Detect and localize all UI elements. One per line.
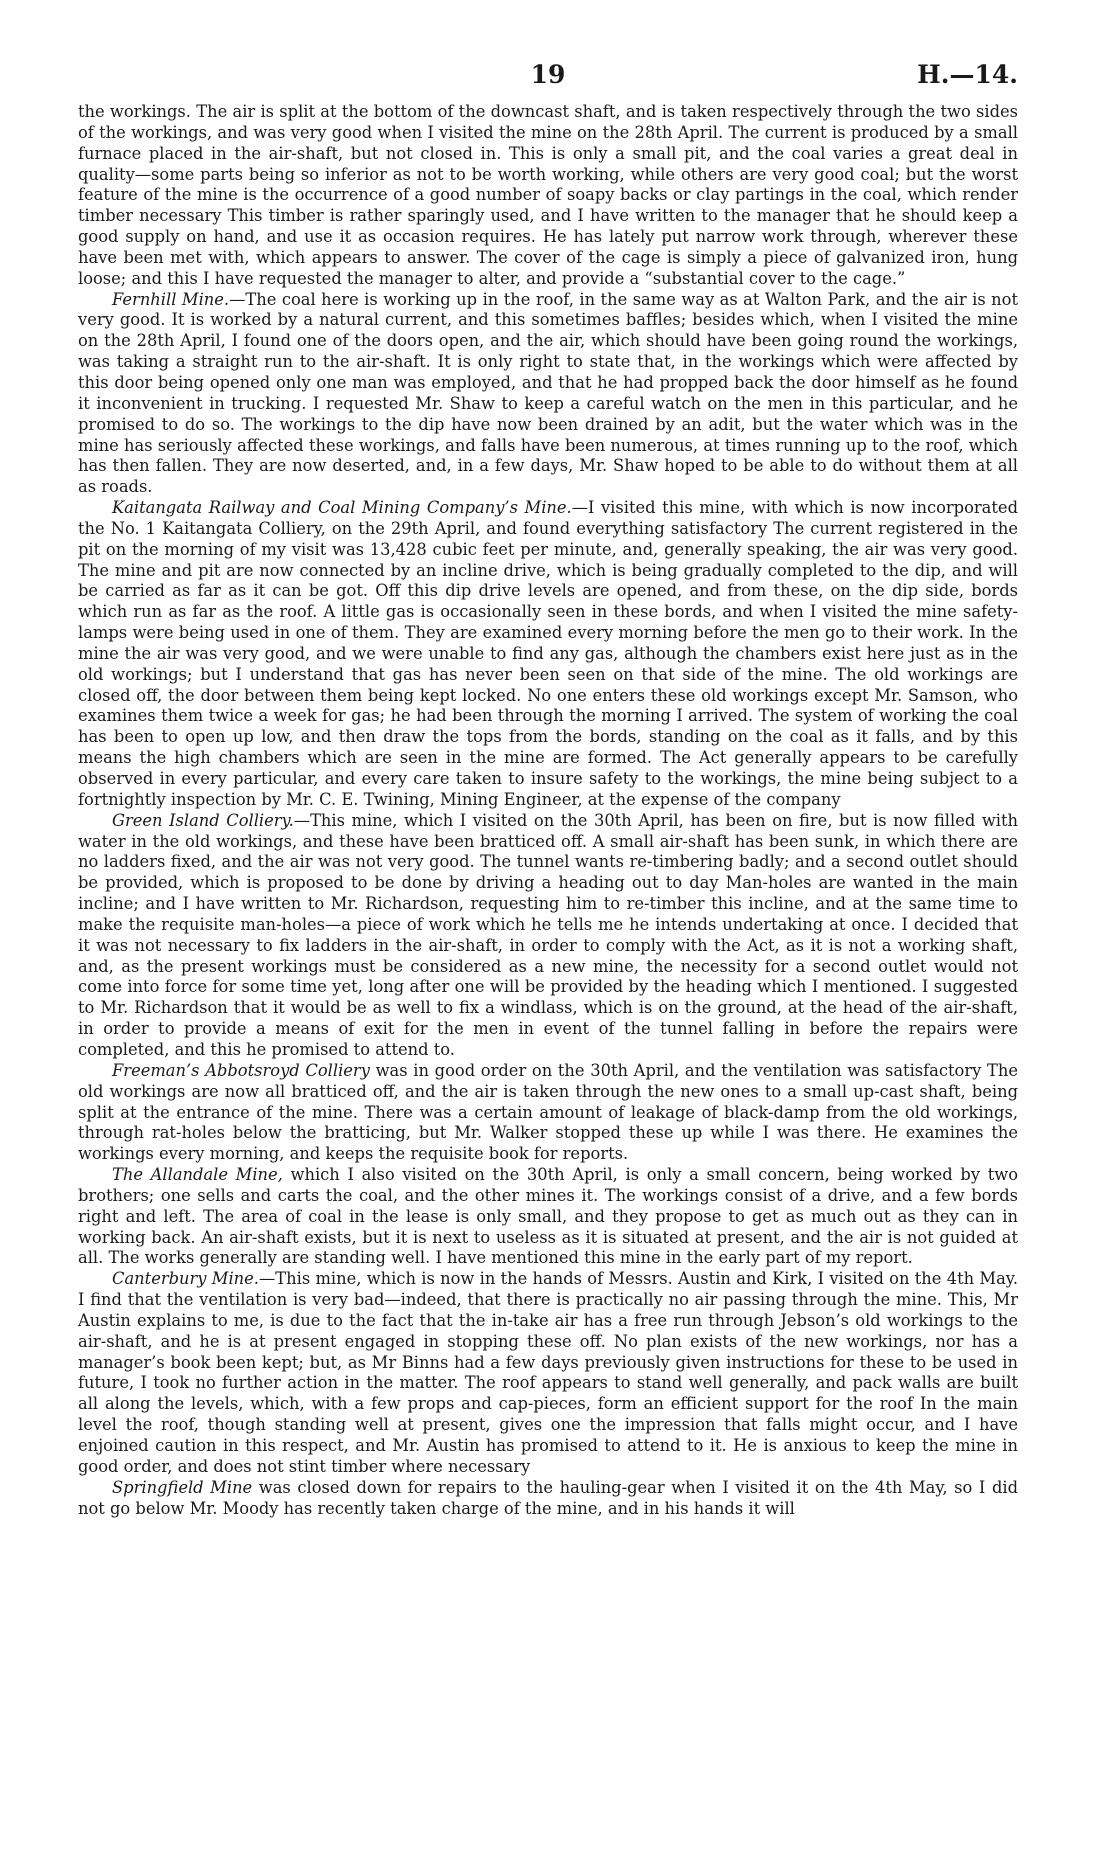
paragraph-lead: Green Island Colliery. [112,810,294,830]
paragraph-lead: Fernhill Mine. [112,289,230,309]
paragraph-springfield-mine [78,1478,1018,1520]
paragraph-lead: Freeman’s Abbotsroyd Colliery [112,1060,370,1080]
paragraph-lead: The Allandale Mine, [112,1165,283,1185]
paragraph-lead: Canterbury Mine. [112,1269,259,1289]
paragraph-text: —I visited this mine, with which is now incorporated the No. 1 Kaitangata Colliery, on the 29th April, and found everything satisfactory The current registered in the pit on the morning of my visit was 13,428 cubic feet per minute, and, generally speaking, the air was very good. The mine and pit are now connected by an incline drive, which is being gradually completed to the dip, and will be carried as far as it can be got. Off this dip drive levels are opened, and from these, on the dip side, bords which run as far as the roof. A little gas is occasionally seen in these bords, and when I visited the mine safety-lamps were being used in one of them. They are examined every morning before the men go to their work. In the mine the air was very good, and we were unable to find any gas, although the chambers exist here just as in the old workings; but I understand that gas has never been seen on that side of the mine. The old workings are closed off, the door between them being kept locked. No one enters these old workings except Mr. Samson, who examines them twice a week for gas; he had been through the morning I arrived. The system of working the coal has been to open up low, and then draw the tops from the bords, standing on the coal as it falls, and by this means the high chambers which are seen in the mine are formed. The Act generally appears to be carefully observed in every particular, and every care taken to insure safety to the workings, the mine being subject to a fortnightly inspection by Mr. C. E. Twining, Mining Engineer, at the expense of the company [78,498,1018,809]
paragraph-allandale-mine [78,1165,1018,1269]
paragraph-lead: Springfield Mine [112,1477,253,1497]
page-number: 19 [530,60,566,89]
paragraph-lead: Kaitangata Railway and Coal Mining Company’s Mine. [112,498,572,518]
paragraph-canterbury-mine [78,1269,1018,1477]
paragraph-text: which I also visited on the 30th April, is only a small concern, being worked by two brothers; one sells and carts the coal, and the other mines it. The workings consist of a drive, and a few bords right and left. The area of coal in the lease is only small, and they propose to get as much out as they can in working back. An air-shaft exists, but it is next to useless as it is situated at present, and the air is not guided at all. The works generally are standing well. I have mentioned this mine in the early part of my report. [78,1165,1018,1268]
paragraph-text: —This mine, which is now in the hands of Messrs. Austin and Kirk, I visited on the 4th May. I find that the ventilation is very bad—indeed, that there is practically no air passing through the mine. This, Mr Austin explains to me, is due to the fact that the in-take air has a free run through Jebson’s old workings to the air-shaft, and he is at present engaged in stopping these off. No plan exists of the new workings, nor has a manager’s book been kept; but, as Mr Binns had a few days previously given instructions for these to be used in future, I took no further action in the matter. The roof appears to stand well generally, and pack walls are built all along the levels, which, with a few props and cap-pieces, form an efficient support for the roof In the main level the roof, though standing well at present, gives one the impression that falls might occur, and I have enjoined caution in this respect, and Mr. Austin has promised to attend to it. He is anxious to keep the mine in good order, and does not stint timber where necessary [78,1269,1018,1476]
paragraph-kaitangata-mine [78,498,1018,811]
report-code: H.—14. [917,60,1018,89]
page-header [78,56,1018,102]
paragraph-text: was closed down for repairs to the hauling-gear when I visited it on the 4th May, so I did not go below Mr. Moody has recently taken charge of the mine, and in his hands it will [78,1477,1018,1518]
paragraph-text: —This mine, which I visited on the 30th April, has been on fire, but is now filled with water in the old workings, and these have been bratticed off. A small air-shaft has been sunk, in which there are no ladders fixed, and the air was not very good. The tunnel wants re-timbering badly; and a second outlet should be provided, which is proposed to be done by driving a heading out to day Man-holes are wanted in the main incline; and I have written to Mr. Richardson, requesting him to re-timber this incline, and at the same time to make the requisite man-holes—a piece of work which he tells me he intends undertaking at once. I decided that it was not necessary to fix ladders in the air-shaft, in order to comply with the Act, as it is not a working shaft, and, as the present workings must be considered as a new mine, the necessity for a second outlet would not come into force for some time yet, long after one will be provided by the heading which I mentioned. I suggested to Mr. Richardson that it would be as well to fix a windlass, which is on the ground, at the head of the air-shaft, in order to provide a means of exit for the men in event of the tunnel falling in before the repairs were completed, and this he promised to attend to. [78,810,1018,1059]
report-body [78,102,1018,1519]
paragraph-abbotsroyd-colliery [78,1061,1018,1165]
paragraph-workings-continued [78,102,1018,290]
paragraph-text: the workings. The air is split at the bottom of the downcast shaft, and is taken respectively through the two sides of the workings, and was very good when I visited the mine on the 28th April. The current is produced by a small furnace placed in the air-shaft, but not closed in. This is only a small pit, and the coal varies a great deal in quality—some parts being so inferior as not to be worth working, while others are very good coal; but the worst feature of the mine is the occurrence of a good number of soapy backs or clay partings in the coal, which render timber necessary This timber is rather sparingly used, and I have written to the manager that he should keep a good supply on hand, and use it as occasion requires. He has lately put narrow work through, wherever these have been met with, which appears to answer. The cover of the cage is simply a piece of galvanized iron, hung loose; and this I have requested the manager to alter, and provide a “substantial cover to the cage.” [78,102,1018,288]
paragraph-fernhill-mine [78,290,1018,498]
paragraph-text: was in good order on the 30th April, and the ventilation was satisfactory The old workings are now all bratticed off, and the air is taken through the new ones to a small up-cast shaft, being split at the entrance of the mine. There was a certain amount of leakage of black-damp from the old workings, through rat-holes below the bratticing, but Mr. Walker stopped these up while I was there. He examines the workings every morning, and keeps the requisite book for reports. [78,1060,1018,1164]
paragraph-text: —The coal here is working up in the roof, in the same way as at Walton Park, and the air is not very good. It is worked by a natural current, and this sometimes baffles; besides which, when I visited the mine on the 28th April, I found one of the doors open, and the air, which should have been going round the workings, was taking a straight run to the air-shaft. It is only right to state that, in the workings which were affected by this door being opened only one man was employed, and that he had propped back the door himself as he found it inconvenient in trucking. I requested Mr. Shaw to keep a careful watch on the men in this particular, and he promised to do so. The workings to the dip have now been drained by an adit, but the water which was in the mine has seriously affected these workings, and falls have been numerous, at times running up to the roof, which has then fallen. They are now deserted, and, in a few days, Mr. Shaw hoped to be able to do without them at all as roads. [78,289,1018,497]
paragraph-green-island-colliery [78,811,1018,1061]
